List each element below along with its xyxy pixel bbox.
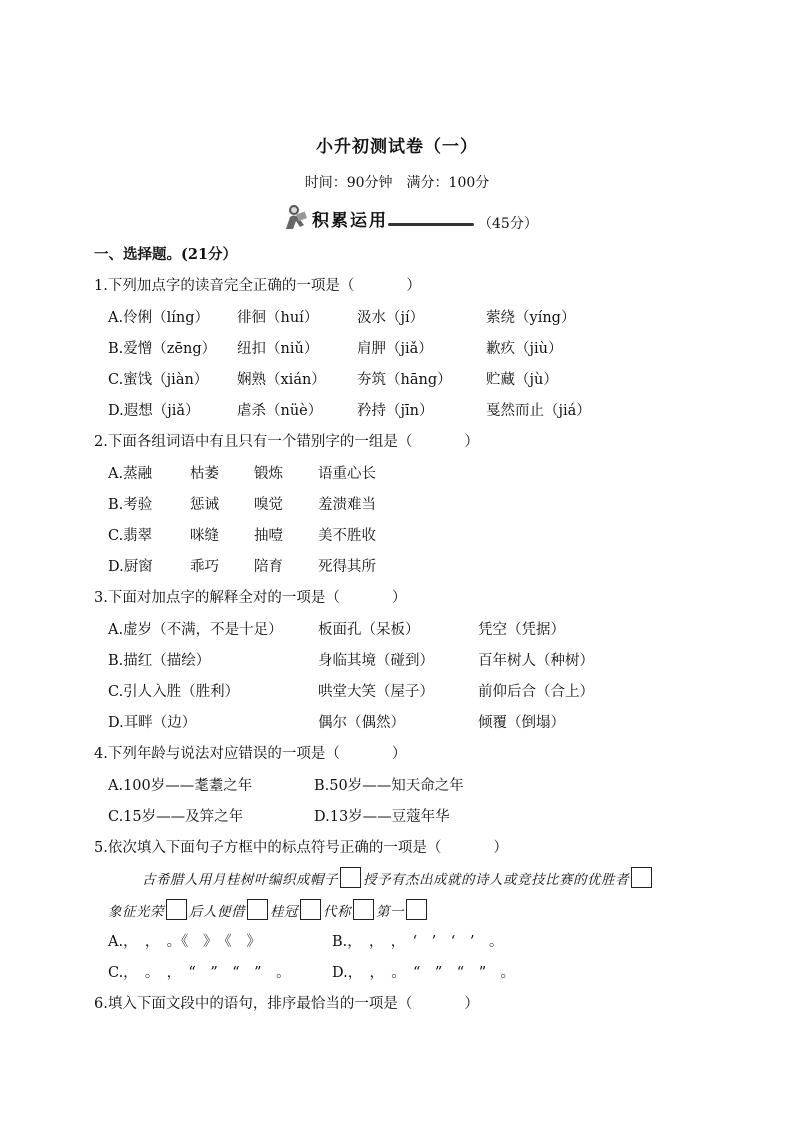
q5-sentence-line2 (108, 899, 429, 920)
q6-stem (94, 992, 479, 1013)
q1-option-a: A.伶俐（líng） (108, 310, 209, 326)
q3-option-d-3: 倾覆（倒塌） (478, 715, 565, 731)
punctuation-box-2[interactable] (631, 867, 652, 888)
sentence-part: 桂冠 (270, 904, 298, 920)
punctuation-box-6[interactable] (353, 899, 374, 920)
q3-option-d: D.耳畔（边） (108, 715, 197, 731)
q2-option-a: A.蒸融 (108, 466, 153, 482)
q2-option-b: B.考验 (108, 497, 153, 513)
q4-option-c: C.15岁——及笄之年 (108, 809, 244, 825)
q6-stem-text: 6.填入下面文段中的语句，排序最恰当的一项是（ (94, 996, 413, 1012)
q5-option-a: A.， ， 。《 》 《 》 (108, 934, 261, 950)
sentence-part: 古希腊人用月桂树叶编织成帽子 (142, 872, 338, 888)
q3-close: ） (391, 590, 407, 606)
sentence-part: 代称 (323, 904, 351, 920)
q3-option-c-2: 哄堂大笑（屋子） (318, 684, 434, 700)
q4-option-b: B.50岁——知天命之年 (314, 778, 464, 794)
q3-option-c-3: 前仰后合（合上） (478, 684, 594, 700)
q1-option-d-2: 虐杀（nüè） (237, 403, 323, 419)
q1-option-c-4: 贮藏（jù） (486, 372, 558, 388)
q1-option-a-4: 萦绕（yíng） (486, 310, 576, 326)
page-title: 小升初测试卷（一） (316, 137, 478, 157)
q2-option-d-2: 乖巧 (190, 559, 219, 575)
q2-option-c-2: 咪缝 (190, 528, 219, 544)
q1-stem-text: 1.下列加点字的读音完全正确的一项是（ (94, 278, 355, 294)
q2-option-a-3: 锻炼 (254, 466, 283, 482)
q2-option-b-4: 羞溃难当 (318, 497, 376, 513)
q2-option-b-2: 惩诫 (190, 497, 219, 513)
q5-close: ） (493, 840, 508, 856)
q3-stem-text: 3.下面对加点字的解释全对的一项是（ (94, 590, 340, 606)
q1-option-d: D.遐想（jiǎ） (108, 403, 200, 419)
q2-option-a-2: 枯萎 (190, 466, 219, 482)
q4-option-d: D.13岁——豆蔻年华 (314, 809, 450, 825)
q3-option-b: B.描红（描绘） (108, 653, 211, 669)
q6-close: ） (464, 996, 479, 1012)
q4-close: ） (391, 746, 407, 762)
q2-option-d: D.厨窗 (108, 559, 153, 575)
exam-time-score: 时间：90分钟 满分：100分 (304, 175, 490, 191)
section-banner (282, 203, 538, 233)
q1-option-c-2: 娴熟（xián） (237, 372, 326, 388)
sentence-part: 授予有杰出成就的诗人或竞技比赛的优胜者 (363, 872, 629, 888)
punctuation-box-1[interactable] (340, 867, 361, 888)
q1-close: ） (406, 278, 421, 294)
q2-option-c-3: 抽噎 (254, 528, 283, 544)
q1-option-a-2: 徘徊（huí） (237, 310, 319, 326)
q1-option-a-3: 汲水（jí） (357, 310, 425, 326)
q4-stem-text: 4.下列年龄与说法对应错误的一项是（ (94, 746, 340, 762)
q3-option-a: A.虚岁（不满，不是十足） (108, 622, 283, 638)
q5-sentence-line1 (142, 867, 654, 888)
q1-option-b-4: 歉疚（jiù） (486, 341, 563, 357)
q2-close: ） (464, 434, 479, 450)
sentence-part: 后人便借 (189, 904, 245, 920)
section-title: 积累运用 (312, 211, 388, 231)
q1-option-d-3: 矜持（jīn） (357, 403, 434, 419)
punctuation-box-3[interactable] (166, 899, 187, 920)
q2-stem (94, 430, 479, 451)
q2-option-a-4: 语重心长 (318, 466, 376, 482)
punctuation-box-7[interactable] (406, 899, 427, 920)
q3-option-a-2: 板面孔（呆板） (318, 622, 420, 638)
q2-option-c: C.翡翠 (108, 528, 153, 544)
q4-stem (94, 742, 406, 763)
q5-stem (94, 836, 508, 857)
q5-option-c: C.， 。 ， “ ” “ ” 。 (108, 965, 291, 981)
q3-option-b-2: 身临其境（碰到） (318, 653, 434, 669)
q2-option-d-4: 死得其所 (318, 559, 376, 575)
q1-stem (94, 274, 421, 295)
q1-option-b-2: 纽扣（niǔ） (237, 341, 319, 357)
q2-option-b-3: 嗅觉 (254, 497, 283, 513)
punctuation-box-5[interactable] (300, 899, 321, 920)
q3-stem (94, 586, 406, 607)
q3-option-c: C.引人入胜（胜利） (108, 684, 240, 700)
q1-option-b: B.爱憎（zēng） (108, 341, 217, 357)
section-score: （45分） (478, 216, 538, 232)
q3-option-d-2: 偶尔（偶然） (318, 715, 405, 731)
q1-option-b-3: 肩胛（jiǎ） (357, 341, 433, 357)
q4-option-a: A.100岁——耄耋之年 (108, 778, 253, 794)
sentence-part: 象征光荣 (108, 904, 164, 920)
q2-option-c-4: 美不胜收 (318, 528, 376, 544)
q3-option-b-3: 百年树人（种树） (478, 653, 594, 669)
q5-stem-text: 5.依次填入下面句子方框中的标点符号正确的一项是（ (94, 840, 442, 856)
q5-option-b: B.， ， ， ‘ ’ ‘ ’ 。 (332, 934, 504, 950)
q1-option-c-3: 夯筑（hāng） (357, 372, 452, 388)
q3-option-a-3: 凭空（凭据） (478, 622, 565, 638)
q1-option-d-4: 戛然而止（jiá） (486, 403, 591, 419)
q2-option-d-3: 陪育 (254, 559, 283, 575)
reading-child-icon (282, 203, 310, 231)
punctuation-box-4[interactable] (247, 899, 268, 920)
sentence-part: 第一 (376, 904, 404, 920)
q1-option-c: C.蜜饯（jiàn） (108, 372, 209, 388)
q5-option-d: D.， ， 。 “ ” “ ” 。 (332, 965, 516, 981)
banner-underline (388, 223, 474, 226)
part1-heading: 一、选择题。(21分） (94, 246, 238, 263)
q2-stem-text: 2.下面各组词语中有且只有一个错别字的一组是（ (94, 434, 413, 450)
